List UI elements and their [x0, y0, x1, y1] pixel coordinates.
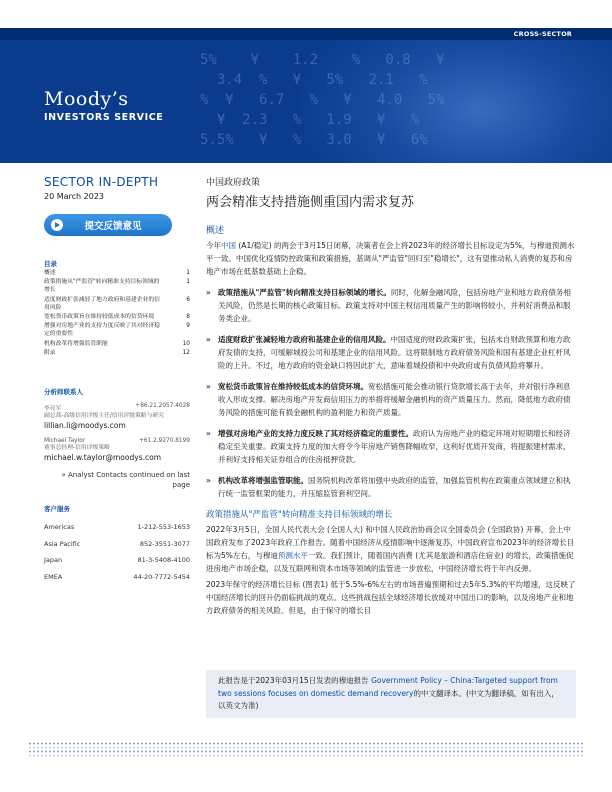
report-category-label: CROSS-SECTOR [513, 30, 572, 38]
contact-title: 董事总经理-信用评级策略 [44, 445, 110, 452]
toc-item[interactable]: 附录 12 [44, 349, 190, 356]
key-point: » 宽松货币政策旨在维持较低成本的信贷环境。宽松措施可能会推动银行贷款增长高于去年，并对银行净利息收入形成支撑。解决房地产开发商信用压力的举措将缓解金融机构的资产质量压力。然而，降低地方政府债务风险的措施可能有损金融机构的盈利能力和资产质量。 [206, 382, 571, 417]
contact-title: 副总裁-高级信用评级主任/信用评级策略与研究 [44, 413, 164, 420]
report-kicker: 中国政府政策 [206, 178, 261, 188]
contact-phone: +86.21.2057.4028 [135, 403, 190, 410]
main-content [206, 175, 576, 617]
china-link[interactable]: 中国 [221, 241, 236, 250]
toc-item[interactable]: 宽松货币政策旨在维持较低成本的信贷环境 8 [44, 314, 190, 321]
page-title: 两会精准支持措施侧重国内需求复苏 [206, 195, 415, 210]
toc-item[interactable]: 机构改革将增强监管职能 10 [44, 340, 190, 347]
overview-heading: 概述 [206, 226, 225, 236]
table-of-contents [44, 259, 190, 357]
toc-heading: 目录 [44, 260, 57, 268]
key-point: » 政策措施从"严监管"转向精准支持目标领域的增长。同时，化解金融风险，包括房地产业和地方政府债务相关风险，仍然是长期的核心政策目标。政策支持对中国主权信用质量产生的影响将较小，并利好消费品和服务类企业。 [206, 288, 571, 323]
overview-paragraph: 今年中国 (A1/稳定) 的两会于3月15日闭幕，决策者在会上将2023年的经济增长目标设定为5%，与穆迪预测水平一致。中国优化疫情防控政策和政策措施，基调从"严监管"回归至"稳增长"，这有望推动私人消费的复苏和房地产市场在低基数基础上企稳。 [206, 241, 575, 276]
service-row: Americas 1-212-553-1653 [44, 523, 190, 532]
contacts-heading: 分析师联系人 [44, 388, 83, 397]
sidebar [44, 175, 190, 585]
analyst-contacts [44, 387, 190, 490]
bullet-chevron-icon: » [206, 288, 211, 297]
brand-logo: Moody’s [44, 88, 129, 110]
services-heading: 客户服务 [44, 505, 70, 514]
bullet-chevron-icon: » [206, 382, 211, 391]
contact-email[interactable]: lillian.li@moodys.com [44, 421, 126, 431]
toc-item[interactable]: 概述 1 [44, 270, 190, 276]
bullet-chevron-icon: » [206, 335, 211, 344]
body-paragraph: 2023年保守的经济增长目标 (图表1) 低于5.5%-6%左右的市场普遍预期和过去5年5.3%的平均增速，这反映了中国经济增长的回升仍面临挑战的观点。这些挑战包括全球经济增长放缓对中国出口的影响，以及房地产业和地方政府债务的相关风险。但是，由于保守的增长目 [206, 580, 576, 615]
service-row: EMEA 44-20-7772-5454 [44, 572, 190, 581]
footer-dot-pattern [28, 742, 584, 760]
forecast-link[interactable]: 预测水平 [277, 551, 308, 560]
key-point: » 增强对房地产业的支持力度反映了其对经济稳定的重要性。政府认为房地产业的稳定环境对短期增长和经济稳定至关重要。政策支持力度的加大将令今年房地产销售降幅收窄，这利好优质开发商，将提振建材需求，并利好支持相关证券组合的住房抵押贷款。 [206, 429, 571, 464]
key-point: » 机构改革将增强监管职能。国务院机构改革将加强中央政府的监管，加强监管机构在政策重点领域建立和执行统一监管框架的能力，并压缩监管套利空间。 [206, 476, 571, 498]
contact-email[interactable]: michael.w.taylor@moodys.com [44, 453, 161, 463]
toc-item[interactable]: 适度财政扩张减轻了地方政府和基建企业的信用风险 6 [44, 296, 190, 311]
client-services [44, 504, 190, 585]
toc-item[interactable]: 增强对房地产业的支持力度反映了其对经济稳定的重要性 9 [44, 323, 190, 338]
section-heading: 政策措施从"严监管"转向精准支持目标领域的增长 [206, 510, 393, 520]
banner-background-glyphs: 5% ¥ 1.2 % 0.8 ¥ 3.4 % ¥ 5% 2.1 % % ¥ 6.7 % ¥ 4.0 5% ¥ 2.3 % 1.9 ¥ % 5.5% ¥ % 3.0 ¥ 6% [200, 52, 445, 148]
feedback-button[interactable] [44, 214, 172, 236]
sector-title: SECTOR IN-DEPTH [44, 175, 159, 189]
brand-logo-subtitle: INVESTORS SERVICE [44, 112, 164, 123]
bullet-chevron-icon: » [206, 429, 211, 438]
more-contacts-link[interactable]: » Analyst Contacts continued on last page [61, 471, 190, 490]
original-report-link[interactable]: Government Policy – China:Targeted support from two sessions focuses on domestic demand recovery [218, 676, 558, 698]
arrow-right-icon [51, 219, 63, 231]
contact-name: Michael Taylor [44, 438, 86, 445]
contact-phone: +61.2.9270.8199 [139, 438, 190, 445]
contact-name: 李亮军 [44, 406, 62, 413]
contact-card [44, 403, 190, 430]
body-paragraph: 2022年3月5日，全国人民代表大会 (全国人大) 和中国人民政治协商会议全国委员会 (全国政协) 开幕，会上中国政府发布了2023年政府工作报告。随着中国经济从疫情影响中逐渐复苏，中国政府宣布2023年的经济增长目标为5%左右，与穆迪预测水平一致。我们预计，随着国内消费 (尤其是旅游和酒店住宿业) 的增长，政策措施促进房地产市场企稳，以及互联网和资本市场等领域的监管进一步放松，中国经济增长将于年内反弹。 [206, 525, 575, 573]
key-point: » 适度财政扩张减轻地方政府和基建企业的信用风险。中国适度的财政政策扩张，包括未自财政预算和地方政府发债的支持，可缓解城投公司和基建企业的信用风险。这将限制地方政府债务风险和国有基建企业杠杆风险的上升。不过，地方政府的资金缺口将因此扩大，意味着城投债和中央政府或有负债风险将攀升。 [206, 335, 571, 370]
bullet-chevron-icon: » [206, 476, 211, 485]
contact-card [44, 438, 190, 462]
service-row: Japan 81-3-5408-4100 [44, 556, 190, 565]
publication-date: 20 March 2023 [44, 192, 105, 201]
feedback-button-label: 提交反馈意见 [84, 221, 142, 232]
service-row: Asia Pacific 852-3551-3077 [44, 539, 190, 548]
toc-item[interactable]: 政策措施从"严监管"转向精准支持目标领域的增长 1 [44, 279, 190, 294]
translation-notice: 此报告是于2023年03月15日发表的穆迪报告 Government Policy – China:Targeted support from two sessions focuses on domestic demand recovery的中文翻译本。(中文为翻译稿，如有出入，以英文为准) [206, 670, 576, 718]
